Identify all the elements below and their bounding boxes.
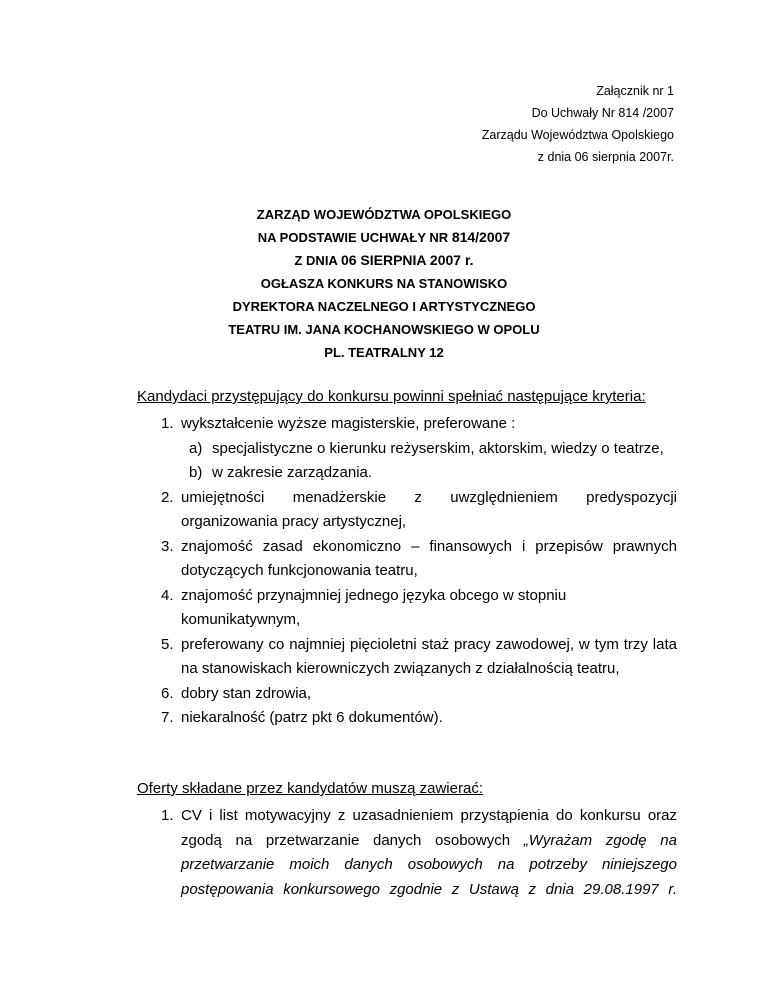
list-item (137, 412, 677, 486)
heading-line (0, 226, 768, 249)
list-item (137, 584, 677, 633)
item-text: niekaralność (patrz pkt 6 dokumentów). (181, 709, 443, 726)
heading-text: Z DNIA (294, 253, 341, 268)
heading-line (0, 249, 768, 272)
annex-line: Zarządu Województwa Opolskiego (481, 128, 674, 142)
announcement-heading (0, 203, 768, 364)
item-text: komunikatywnym, (181, 611, 301, 628)
heading-line: ZARZĄD WOJEWÓDZTWA OPOLSKIEGO (256, 207, 512, 222)
item-text: dobry stan zdrowia, (181, 684, 312, 702)
list-item (137, 682, 677, 707)
item-number: 6. (161, 684, 174, 702)
offers-title: Oferty składane przez kandydatów muszą zawierać: (137, 780, 483, 797)
annex-line: Załącznik nr 1 (596, 84, 674, 98)
list-item (137, 535, 677, 584)
list-item (137, 633, 677, 682)
item-number: 3. (161, 537, 174, 555)
resolution-number: 814/2007 (451, 229, 511, 245)
heading-text: NA PODSTAWIE UCHWAŁY NR (257, 230, 452, 245)
sub-list-item (137, 461, 677, 486)
annex-reference (482, 80, 674, 168)
item-number: 2. (161, 488, 174, 506)
item-number: 7. (161, 709, 174, 726)
item-number: 1. (161, 415, 174, 432)
sub-list-item (137, 437, 677, 462)
sub-item-letter: b) (189, 464, 203, 481)
item-number: 5. (161, 635, 174, 653)
item-text: preferowany co najmniej pięcioletni staż pracy zawodowej, w tym trzy lata na stanowiskach kierowniczych związanych z działalnością teatru, (181, 635, 677, 677)
heading-line: DYREKTORA NACZELNEGO I ARTYSTYCZNEGO (232, 299, 536, 314)
heading-line: OGŁASZA KONKURS NA STANOWISKO (260, 276, 508, 291)
annex-line: Do Uchwały Nr 814 /2007 (531, 106, 674, 120)
list-item (137, 804, 677, 902)
heading-line: PL. TEATRALNY 12 (324, 345, 444, 360)
resolution-date: 06 SIERPNIA 2007 r. (340, 252, 474, 268)
sub-item-text: specjalistyczne o kierunku reżyserskim, aktorskim, wiedzy o teatrze, (212, 439, 664, 457)
sub-list (181, 437, 677, 486)
criteria-title: Kandydaci przystępujący do konkursu powinni spełniać następujące kryteria: (137, 388, 646, 405)
annex-line: z dnia 06 sierpnia 2007r. (537, 150, 674, 164)
heading-line: TEATRU IM. JANA KOCHANOWSKIEGO W OPOLU (228, 322, 540, 337)
criteria-list (137, 412, 677, 731)
item-text: umiejętności menadżerskie z uwzględnieniem predyspozycji organizowania pracy artystycznej, (181, 488, 677, 530)
offers-list (137, 804, 677, 902)
list-item (137, 706, 677, 731)
consent-clause: „Wyrażam zgodę na przetwarzanie moich danych osobowych na potrzeby niniejszego postępowania konkursowego zgodnie z Ustawą z dnia 29.08.1997 r. (181, 831, 677, 898)
item-text: CV i list motywacyjny z uzasadnieniem przystąpienia do konkursu oraz zgodą na przetwarzanie danych osobowych (181, 807, 677, 849)
sub-item-letter: a) (189, 439, 203, 457)
item-number: 4. (161, 586, 174, 604)
sub-item-text: w zakresie zarządzania. (212, 464, 373, 481)
item-text: znajomość przynajmniej jednego języka obcego w stopniu (181, 586, 567, 604)
list-item (137, 486, 677, 535)
item-number: 1. (161, 807, 174, 824)
item-text: wykształcenie wyższe magisterskie, preferowane : (181, 415, 516, 432)
item-text: znajomość zasad ekonomiczno – finansowych i przepisów prawnych dotyczących funkcjonowania teatru, (181, 537, 677, 579)
